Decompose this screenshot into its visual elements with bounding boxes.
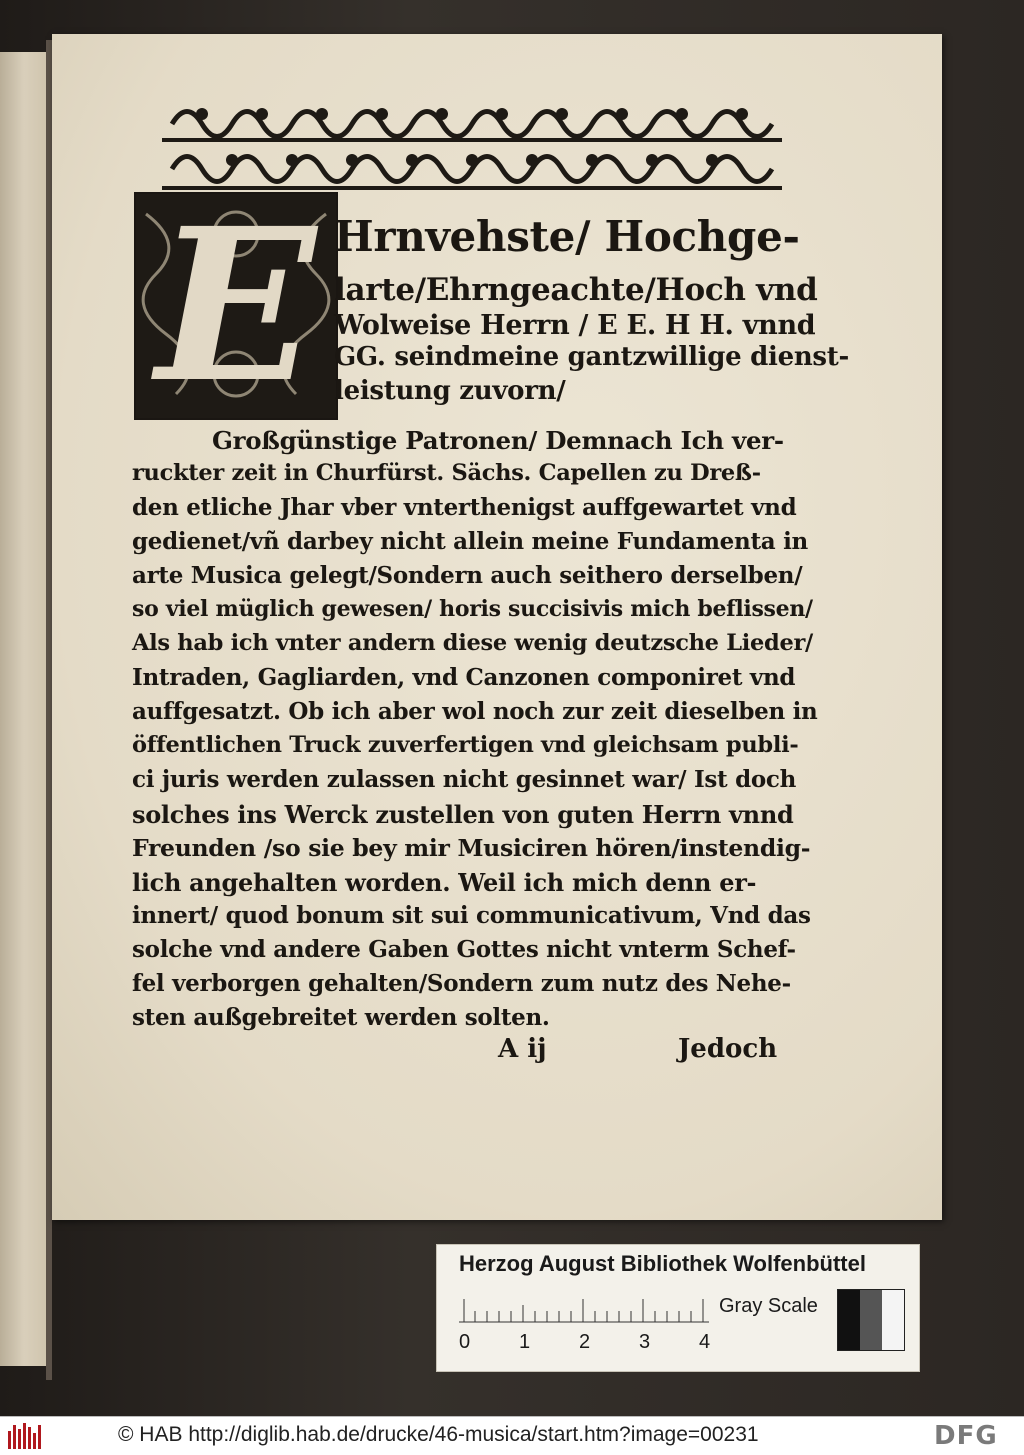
- text-line: ruckter zeit in Churfürst. Sächs. Capellen zu Dreß-: [132, 460, 761, 486]
- status-bar: [0, 1416, 1024, 1455]
- text-line: auffgesatzt. Ob ich aber wol noch zur zeit dieselben in: [132, 698, 818, 725]
- swatch-white: [882, 1290, 904, 1350]
- swatch-black: [838, 1290, 860, 1350]
- gray-scale-swatches: [837, 1289, 905, 1351]
- text-line: gedienet/vñ darbey nicht allein meine Fundamenta in: [132, 528, 808, 555]
- book-page: [52, 34, 942, 1220]
- decorated-initial: [134, 192, 338, 420]
- text-line: so viel müglich gewesen/ horis succisivis mich beflissen/: [132, 596, 813, 622]
- text-line: lich angehalten worden. Weil ich mich denn er-: [132, 868, 757, 897]
- color-chart-card: [436, 1244, 920, 1372]
- text-line: larte/Ehrngeachte/Hoch vnd: [334, 272, 818, 308]
- signature-mark: A ij: [498, 1034, 547, 1064]
- hab-logo-icon[interactable]: [8, 1423, 42, 1449]
- text-line: ci juris werden zulassen nicht gesinnet war/ Ist doch: [132, 766, 797, 793]
- text-line: innert/ quod bonum sit sui communicativum, Vnd das: [132, 902, 811, 929]
- text-line: arte Musica gelegt/Sondern auch seithero derselben/: [132, 562, 803, 589]
- text-line: Freunden /so sie bey mir Musiciren hören/instendig-: [132, 834, 811, 862]
- ruler-number: 3: [639, 1331, 651, 1353]
- ornamental-headpiece: [162, 94, 782, 206]
- text-line: öffentlichen Truck zuverfertigen vnd gleichsam publi-: [132, 732, 799, 758]
- dfg-logo[interactable]: DFG: [934, 1421, 998, 1451]
- catchword: Jedoch: [678, 1034, 778, 1064]
- swatch-gray: [860, 1290, 882, 1350]
- text-line: den etliche Jhar vber vnterthenigst auffgewartet vnd: [132, 494, 797, 521]
- text-line: solche vnd andere Gaben Gottes nicht vnterm Schef-: [132, 936, 796, 963]
- ornament-pattern-icon: [162, 94, 782, 206]
- library-name: Herzog August Bibliothek Wolfenbüttel: [459, 1251, 866, 1276]
- text-line: Als hab ich vnter andern diese wenig deutzsche Lieder/: [132, 630, 813, 656]
- ruler-icon: [459, 1291, 709, 1323]
- text-line: Wolweise Herrn / E E. H H. vnnd: [334, 310, 816, 341]
- ruler-number: 0: [459, 1331, 471, 1353]
- text-line: sten außgebreitet werden solten.: [132, 1004, 550, 1031]
- facing-page-edge: [0, 52, 48, 1366]
- text-line: leistung zuvorn/: [334, 376, 566, 406]
- text-line: Intraden, Gagliarden, vnd Canzonen componiret vnd: [132, 664, 796, 691]
- text-line: Großgünstige Patronen/ Demnach Ich ver-: [212, 426, 784, 455]
- text-line: fel verborgen gehalten/Sondern zum nutz des Nehe-: [132, 970, 791, 997]
- text-line: GG. seindmeine gantzwillige dienst-: [334, 342, 849, 372]
- ruler-number: 4: [699, 1331, 711, 1353]
- ruler-number: 1: [519, 1331, 531, 1353]
- initial-letter: E: [155, 192, 317, 420]
- text-line: Hrnvehste/ Hochge-: [334, 212, 800, 261]
- gray-scale-label: Gray Scale: [719, 1295, 818, 1317]
- ruler-number: 2: [579, 1331, 591, 1353]
- text-line: solches ins Werck zustellen von guten Herrn vnnd: [132, 800, 794, 829]
- copyright-url[interactable]: © HAB http://diglib.hab.de/drucke/46-musica/start.htm?image=00231: [118, 1423, 759, 1446]
